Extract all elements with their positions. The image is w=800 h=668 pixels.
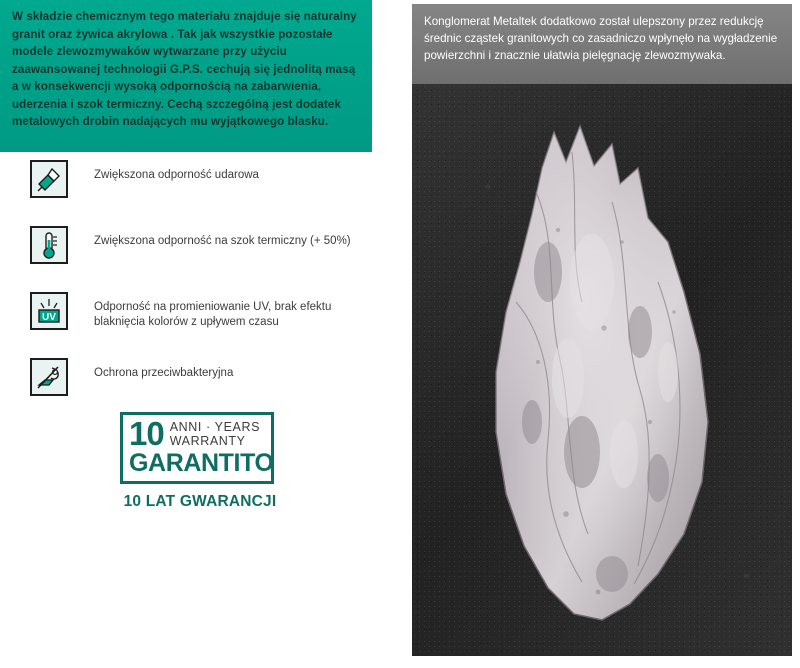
warranty-years-number: 10 [129, 415, 164, 452]
right-column [412, 4, 792, 664]
warranty-polish-line: 10 LAT GWARANCJI [123, 493, 277, 510]
granite-rock-photo [412, 84, 792, 656]
feature-label: Zwiększona odporność udarowa [94, 169, 259, 181]
feature-label: Zwiększona odporność na szok termiczny (+ 50%) [94, 235, 351, 247]
feature-item [0, 226, 400, 274]
feature-item [0, 292, 400, 340]
intro-teal-box [0, 0, 372, 152]
warranty-text-block [170, 419, 260, 448]
uv-protection-icon [30, 292, 68, 330]
antibacterial-icon [30, 358, 68, 396]
feature-label: Ochrona przeciwbakteryjna [94, 367, 234, 379]
intro-paragraph: W składzie chemicznym tego materiału znajduje się naturalny granit oraz żywica akrylowa . Tak jak wszystkie pozostałe modele zlewozmywaków wytwarzane przy użyciu zaawansowanej technologii G.P.S. cechują się jednolitą masą a w konsekwencji wysoką odpornością na zabarwienia, uderzenia i szok termiczny. Cechą szczególną jest dodatek metalowych drobin nadających mu wyjątkowego blasku. [12, 10, 357, 128]
svg-text:UV: UV [42, 312, 56, 323]
granite-rock-shape [462, 122, 737, 642]
warranty-garantito: GARANTITO [129, 449, 274, 477]
warranty-badge [120, 412, 280, 511]
right-header-paragraph: Konglomerat Metaltek dodatkowo został ulepszony przez redukcję średnic cząstek granitowych co zasadniczo wpłynęło na wygładzenie powierzchni i znacznie ułatwia pielęgnację zlewozmywaka. [424, 15, 778, 62]
warranty-box [120, 412, 274, 484]
feature-item [0, 358, 400, 406]
warranty-top-row [129, 415, 265, 452]
right-header-box [412, 4, 792, 84]
warranty-word: WARRANTY [169, 434, 246, 448]
thermometer-icon [30, 226, 68, 264]
feature-item [0, 160, 400, 208]
feature-label: Odporność na promieniowanie UV, brak efektu blaknięcia kolorów z upływem czasu [94, 301, 332, 328]
impact-resistance-icon [30, 160, 68, 198]
feature-list [0, 160, 400, 424]
warranty-anni-years: ANNI · YEARS [169, 420, 261, 434]
